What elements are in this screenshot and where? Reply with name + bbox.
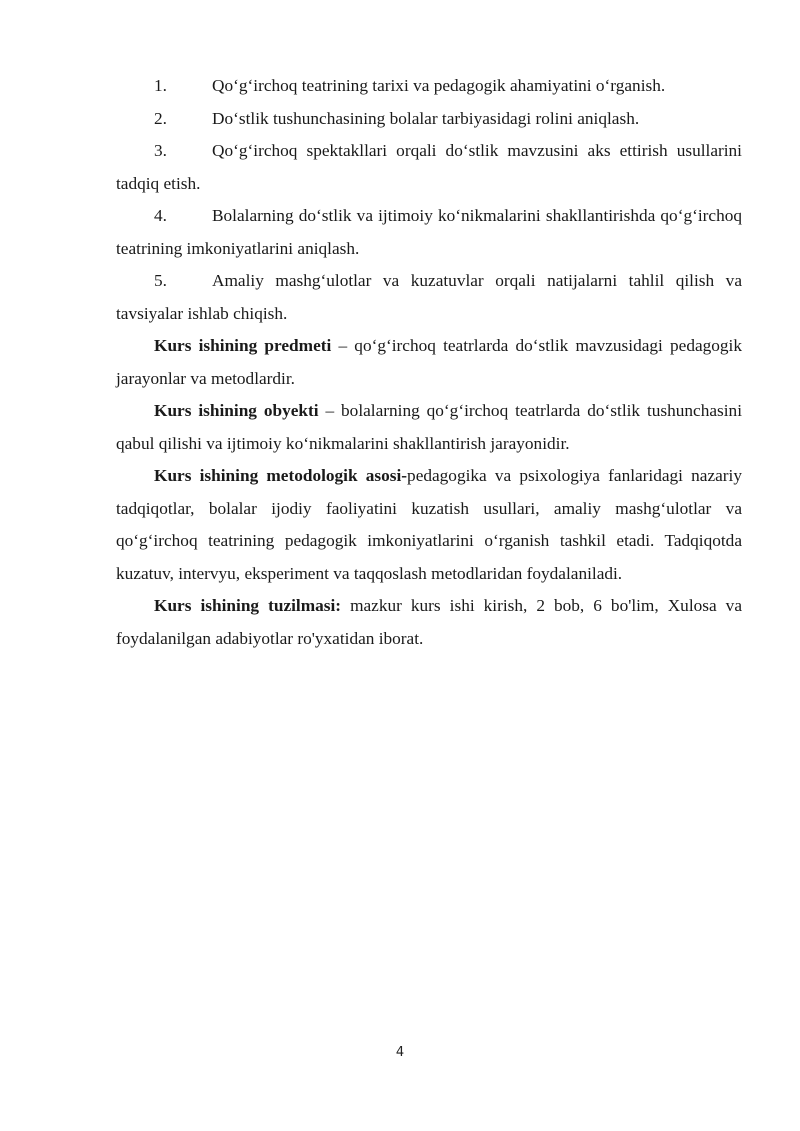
list-item-text: Bolalarning do‘stlik va ijtimoiy ko‘nikmalarini shakllantirishda qo‘g‘irchoq teatrining imkoniyatlarini aniqlash. bbox=[116, 206, 742, 258]
paragraph-object bbox=[116, 395, 742, 460]
list-item-text: Amaliy mashg‘ulotlar va kuzatuvlar orqali natijalarni tahlil qilish va tavsiyalar ishlab chiqish. bbox=[116, 271, 742, 323]
page-number: 4 bbox=[395, 1045, 405, 1060]
paragraph-text: – qo‘g‘irchoq teatrlarda do‘stlik mavzusidagi pedagogik jarayonlar va metodlardir. bbox=[116, 336, 742, 388]
list-item-number: 4. bbox=[154, 206, 167, 225]
paragraph-methodology bbox=[116, 460, 742, 590]
list-item bbox=[116, 103, 742, 136]
list-item-number: 1. bbox=[154, 76, 167, 95]
paragraph-structure bbox=[116, 590, 742, 655]
paragraph-subject bbox=[116, 330, 742, 395]
list-item-number: 2. bbox=[154, 108, 167, 128]
list-item-text: Qo‘g‘irchoq spektakllari orqali do‘stlik mavzusini aks ettirish usullarini tadqiq etish. bbox=[116, 141, 742, 193]
list-item bbox=[116, 135, 742, 200]
paragraph-heading: Kurs ishining tuzilmasi: bbox=[154, 596, 342, 615]
list-item-text: Do‘stlik tushunchasining bolalar tarbiyasidagi rolini aniqlash. bbox=[212, 108, 640, 128]
list-item-number: 3. bbox=[154, 141, 167, 160]
paragraph-heading: Kurs ishining predmeti bbox=[154, 336, 332, 355]
list-item bbox=[116, 200, 742, 265]
paragraph-text: – bolalarning qo‘g‘irchoq teatrlarda do‘stlik tushunchasini qabul qilishi va ijtimoiy ko‘nikmalarini shakllantirish jarayonidir. bbox=[116, 401, 742, 453]
document-body bbox=[116, 70, 742, 655]
paragraph-heading: Kurs ishining obyekti bbox=[154, 401, 319, 420]
paragraph-text: mazkur kurs ishi kirish, 2 bob, 6 bo'lim, Xulosa va foydalanilgan adabiyotlar ro'yxatidan iborat. bbox=[116, 596, 742, 648]
paragraph-text: pedagogika va psixologiya fanlaridagi nazariy tadqiqotlar, bolalar ijodiy faoliyatini kuzatish usullari, amaliy mashg‘ulotlar va qo‘g‘irchoq teatrining pedagogik imkoniyatlarini o‘rganish tashkil etadi. Tadqiqotda kuzatuv, intervyu, eksperiment va taqqoslash metodlaridan foydalaniladi. bbox=[116, 466, 742, 583]
list-item-number: 5. bbox=[154, 271, 167, 290]
list-item bbox=[116, 70, 742, 103]
list-item-text: Qo‘g‘irchoq teatrining tarixi va pedagogik ahamiyatini o‘rganish. bbox=[212, 76, 666, 95]
list-item bbox=[116, 265, 742, 330]
paragraph-heading: Kurs ishining metodologik asosi- bbox=[154, 466, 408, 485]
